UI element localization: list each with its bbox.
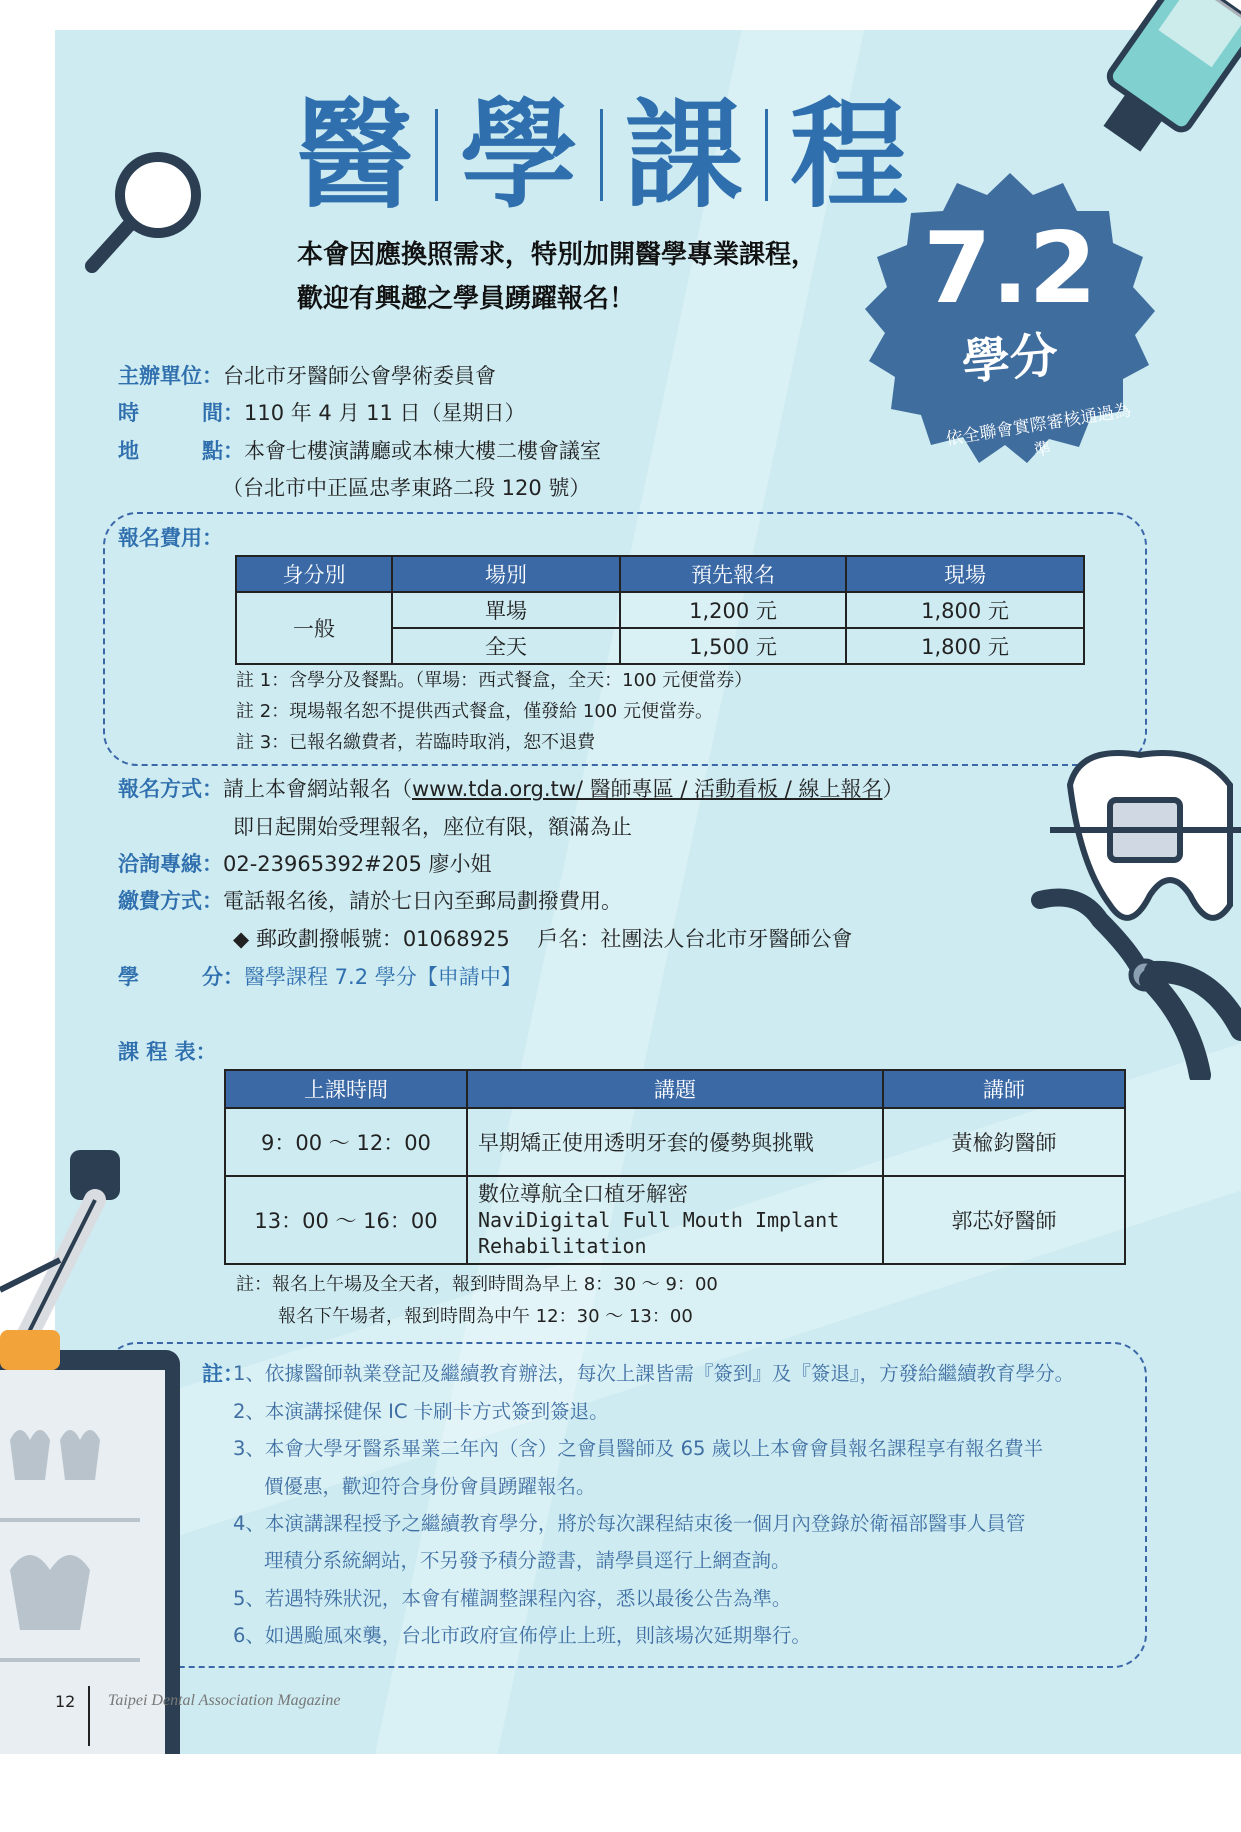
time-row [118,397,526,429]
toothpaste-icon [1070,0,1241,180]
schedule-topic-en: NaviDigital Full Mouth Implant Rehabilitation [478,1208,840,1258]
time-label: 時 [118,401,139,425]
organizer-value: 台北市牙醫師公會學術委員會 [223,364,496,388]
fee-header-cell: 現場 [846,556,1084,592]
registration-label: 報名方式： [118,777,223,801]
table-row [236,592,1084,628]
page-title [295,86,935,224]
time-value: 110 年 4 月 11 日（星期日） [244,401,526,425]
fee-identity-cell: 一般 [236,592,392,664]
place-label: 點： [202,439,244,463]
fee-advance-cell: 1,500 元 [620,628,846,664]
title-char: 醫 [295,86,414,224]
payment-label: 繳費方式： [118,889,223,913]
schedule-speaker-cell: 郭芯妤醫師 [883,1176,1125,1264]
schedule-topic-cell: 早期矯正使用透明牙套的優勢與挑戰 [467,1108,883,1176]
title-separator [765,109,768,201]
remark-line: 6、如遇颱風來襲，台北市政府宣佈停止上班，則該場次延期舉行。 [233,1624,811,1647]
fee-advance-cell: 1,200 元 [620,592,846,628]
schedule-header-cell: 上課時間 [225,1070,467,1108]
remark-line: 3、本會大學牙醫系畢業二年內（含）之會員醫師及 65 歲以上本會會員報名課程享有報名費半 [233,1437,1044,1460]
magazine-name: Taipei Dental Association Magazine [108,1692,341,1709]
intro-line: 歡迎有興趣之學員踴躍報名！ [297,284,636,314]
payment-row [118,885,622,917]
remarks-label: 註： [202,1362,244,1386]
schedule-header-cell: 講師 [883,1070,1125,1108]
page-number: 12 [55,1692,76,1711]
fee-header-cell: 身分別 [236,556,392,592]
title-separator [435,109,438,201]
badge-number: 7.2 [923,212,1097,326]
title-char: 課 [625,86,744,224]
fee-header-cell: 預先報名 [620,556,846,592]
schedule-header-cell: 講題 [467,1070,883,1108]
table-row [225,1176,1125,1264]
payment-value: 電話報名後，請於七日內至郵局劃撥費用。 [223,889,622,913]
footer-divider [88,1686,90,1746]
magnifier-icon [80,140,210,280]
address-value: （台北市中正區忠孝東路二段 120 號） [222,476,591,500]
fee-note: 註 3：已報名繳費者，若臨時取消，恕不退費 [236,732,596,753]
remark-line: 1、依據醫師執業登記及繼續教育辦法，每次上課皆需『簽到』及『簽退』，方發給繼續教育學分。 [233,1362,1075,1385]
intro-line: 本會因應換照需求，特別加開醫學專業課程， [297,240,818,270]
address-row [222,472,590,504]
credit-row [118,961,522,993]
fee-note: 註 2：現場報名恕不提供西式餐盒，僅發給 100 元便當券。 [236,701,713,722]
remark-line: 價優惠，歡迎符合身份會員踴躍報名。 [264,1475,596,1498]
payment-account-row [233,923,852,955]
schedule-topic: 數位導航全口植牙解密 [478,1182,688,1206]
payment-account: ◆ 郵政劃撥帳號：01068925 戶名：社團法人台北市牙醫師公會 [233,927,853,951]
remark-line: 理積分系統網站，不另發予積分證書，請學員逕行上網查詢。 [264,1549,791,1572]
remark-line: 2、本演講採健保 IC 卡刷卡方式簽到簽退。 [233,1400,609,1423]
schedule-time-cell: 9：00 ～ 12：00 [225,1108,467,1176]
remark-line: 4、本演講課程授予之繼續教育學分，將於每次課程結束後一個月內登錄於衛福部醫事人員管 [233,1512,1026,1535]
registration-suffix: ） [882,777,904,801]
clipboard-icon [0,1330,200,1754]
fee-session-cell: 單場 [392,592,620,628]
schedule-time-cell: 13：00 ～ 16：00 [225,1176,467,1264]
contact-value: 02-23965392#205 廖小姐 [223,852,492,876]
schedule-speaker-cell: 黃楡鈞醫師 [883,1108,1125,1176]
schedule-note: 報名下午場者，報到時間為中午 12：30 ～ 13：00 [278,1306,693,1327]
organizer-label: 主辦單位： [118,364,223,388]
title-separator [600,109,603,201]
credit-label: 學 [118,965,139,989]
schedule-table-header [225,1070,1125,1108]
schedule-table [224,1069,1126,1265]
fee-session-cell: 全天 [392,628,620,664]
time-label: 間： [202,401,244,425]
fee-table-header [236,556,1084,592]
fee-onsite-cell: 1,800 元 [846,628,1084,664]
schedule-label: 課 程 表： [118,1040,217,1064]
contact-row [118,848,492,880]
title-char: 程 [790,86,909,224]
remark-line: 5、若遇特殊狀況，本會有權調整課程內容，悉以最後公告為準。 [233,1587,792,1610]
contact-label: 洽詢專線： [118,852,223,876]
registration-prefix: 請上本會網站報名（ [223,777,412,801]
badge-note: 依全聯會實際審核通過為準 [944,400,1133,462]
organizer-row [118,360,496,392]
schedule-note: 註：報名上午場及全天者，報到時間為早上 8：30 ～ 9：00 [236,1274,718,1295]
intro-text [297,233,817,321]
credit-label: 分： [202,965,244,989]
schedule-label-row [118,1036,217,1068]
pliers-icon [1020,880,1241,1080]
schedule-topic-cell [467,1176,883,1264]
registration-row [118,773,904,805]
title-char: 學 [460,86,579,224]
place-label: 地 [118,439,139,463]
registration-link[interactable]: www.tda.org.tw/ 醫師專區 / 活動看板 / 線上報名 [412,777,883,801]
place-row [118,435,601,467]
fee-header-cell: 場別 [392,556,620,592]
registration-line2: 即日起開始受理報名，座位有限，額滿為止 [233,815,632,839]
fee-onsite-cell: 1,800 元 [846,592,1084,628]
fee-label: 報名費用： [118,526,223,550]
table-row [225,1108,1125,1176]
place-value: 本會七樓演講廳或本棟大樓二樓會議室 [244,439,601,463]
registration-row-2 [233,811,632,843]
fee-table [235,555,1085,665]
fee-label-row [118,522,223,554]
credit-value: 醫學課程 7.2 學分【申請中】 [244,965,522,989]
badge-unit: 學分 [959,326,1061,392]
fee-note: 註 1：含學分及餐點。（單場：西式餐盒，全天：100 元便當券） [236,670,753,691]
